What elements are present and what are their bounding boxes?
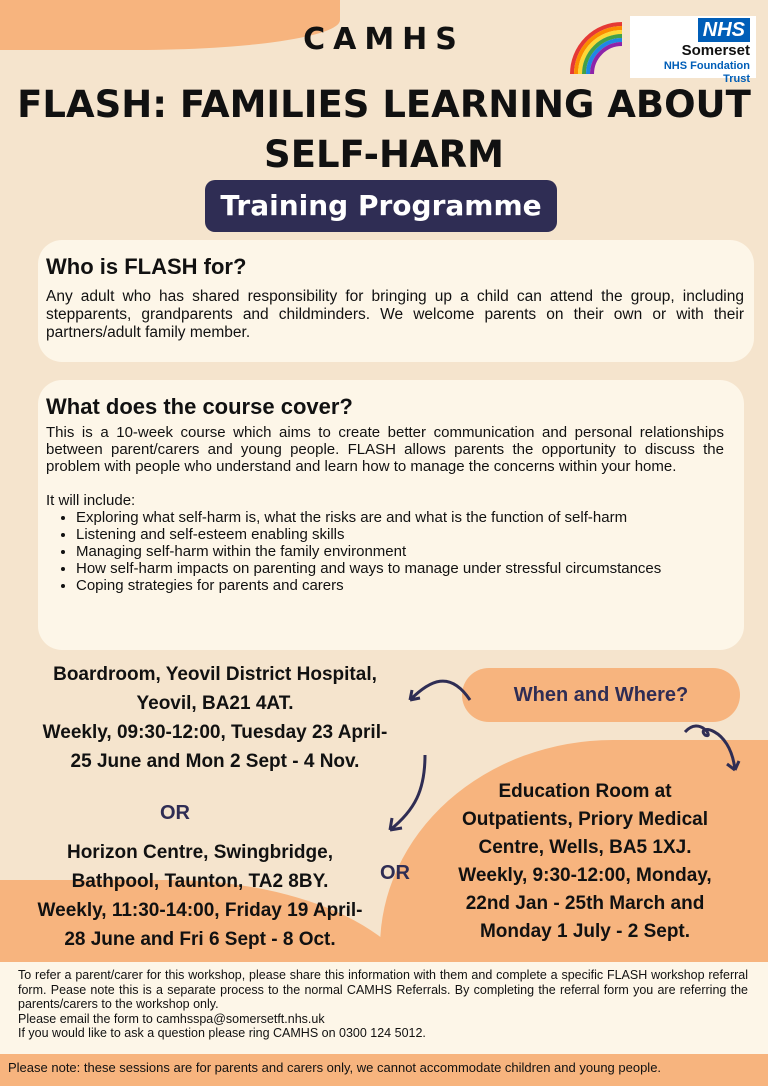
list-item: • Exploring what self-harm is, what the risks are and what is the function of self-harm bbox=[76, 509, 724, 526]
course-list bbox=[76, 509, 724, 594]
title-line-2: SELF-HARM bbox=[264, 133, 504, 176]
referral-box bbox=[0, 962, 768, 1054]
referral-text: To refer a parent/carer for this workshop, please share this information with them and complete a specific FLASH workshop referral form. Pease note this is a separate process to the normal CAMHS Referrals. By completing the referral form you are referring the parents/carers to the workshop only. bbox=[18, 968, 748, 1011]
list-item: • Coping strategies for parents and carers bbox=[76, 577, 724, 594]
list-item: • Managing self-harm within the family environment bbox=[76, 543, 724, 560]
course-card bbox=[38, 380, 744, 650]
programme-badge: Training Programme bbox=[205, 180, 557, 232]
venue-line: 22nd Jan - 25th March and bbox=[465, 893, 705, 914]
venue-yeovil bbox=[10, 660, 420, 776]
who-body: Any adult who has shared responsibility for bringing up a child can attend the group, including stepparents, grandparents and childminders. We welcome parents on their own or with their partners/adult family member. bbox=[46, 288, 744, 341]
course-heading: What does the course cover? bbox=[46, 394, 353, 419]
venue-line: Monday 1 July - 2 Sept. bbox=[479, 921, 691, 942]
venue-line: Education Room at bbox=[498, 781, 672, 802]
venue-wells bbox=[430, 778, 740, 946]
venue-line: Weekly, 09:30-12:00, Tuesday 23 April- bbox=[42, 722, 388, 743]
title-line-1: FLASH: FAMILIES LEARNING ABOUT bbox=[17, 83, 751, 126]
referral-email: Please email the form to camhsspa@somersetft.nhs.uk bbox=[18, 1011, 325, 1026]
venue-line: Weekly, 9:30-12:00, Monday, bbox=[458, 865, 712, 886]
when-where-label: When and Where? bbox=[462, 668, 740, 722]
list-item: • How self-harm impacts on parenting and ways to manage under stressful circumstances bbox=[76, 560, 724, 577]
venue-line: Centre, Wells, BA5 1XJ. bbox=[478, 837, 692, 858]
venue-line: Yeovil, BA21 4AT. bbox=[136, 693, 294, 714]
venue-line: Outpatients, Priory Medical bbox=[462, 809, 708, 830]
referral-phone: If you would like to ask a question please ring CAMHS on 0300 124 5012. bbox=[18, 1026, 426, 1040]
nhs-badge: NHS bbox=[698, 18, 750, 42]
or-label: OR bbox=[380, 862, 410, 884]
course-body: This is a 10-week course which aims to create better communication and personal relationships between parent/carers and young people. FLASH allows parents the opportunity to discuss the problem with people who understand and learn how to manage the concerns within your home. bbox=[46, 424, 724, 475]
who-card bbox=[38, 240, 754, 362]
footer-note: Please note: these sessions are for parents and carers only, we cannot accommodate children and young people. bbox=[8, 1060, 662, 1075]
arrow-icon bbox=[680, 720, 750, 780]
venue-taunton bbox=[10, 838, 390, 954]
venue-line: Boardroom, Yeovil District Hospital, bbox=[53, 664, 377, 685]
venue-line: 25 June and Mon 2 Sept - 4 Nov. bbox=[70, 751, 360, 772]
nhs-region: Somerset bbox=[681, 42, 750, 59]
page-title bbox=[0, 80, 768, 180]
course-intro: It will include: bbox=[46, 492, 136, 509]
list-item: • Listening and self-esteem enabling skills bbox=[76, 526, 724, 543]
venue-line: 28 June and Fri 6 Sept - 8 Oct. bbox=[64, 929, 336, 950]
venue-line: Bathpool, Taunton, TA2 8BY. bbox=[71, 871, 329, 892]
or-label: OR bbox=[160, 802, 190, 824]
org-name: CAMHS bbox=[303, 22, 465, 57]
who-heading: Who is FLASH for? bbox=[46, 254, 247, 279]
nhs-trust: NHS Foundation Trust bbox=[663, 60, 750, 85]
nhs-logo bbox=[630, 16, 756, 85]
venue-line: Weekly, 11:30-14:00, Friday 19 April- bbox=[37, 900, 363, 921]
rainbow-icon bbox=[568, 20, 624, 76]
venue-line: Horizon Centre, Swingbridge, bbox=[66, 842, 333, 863]
